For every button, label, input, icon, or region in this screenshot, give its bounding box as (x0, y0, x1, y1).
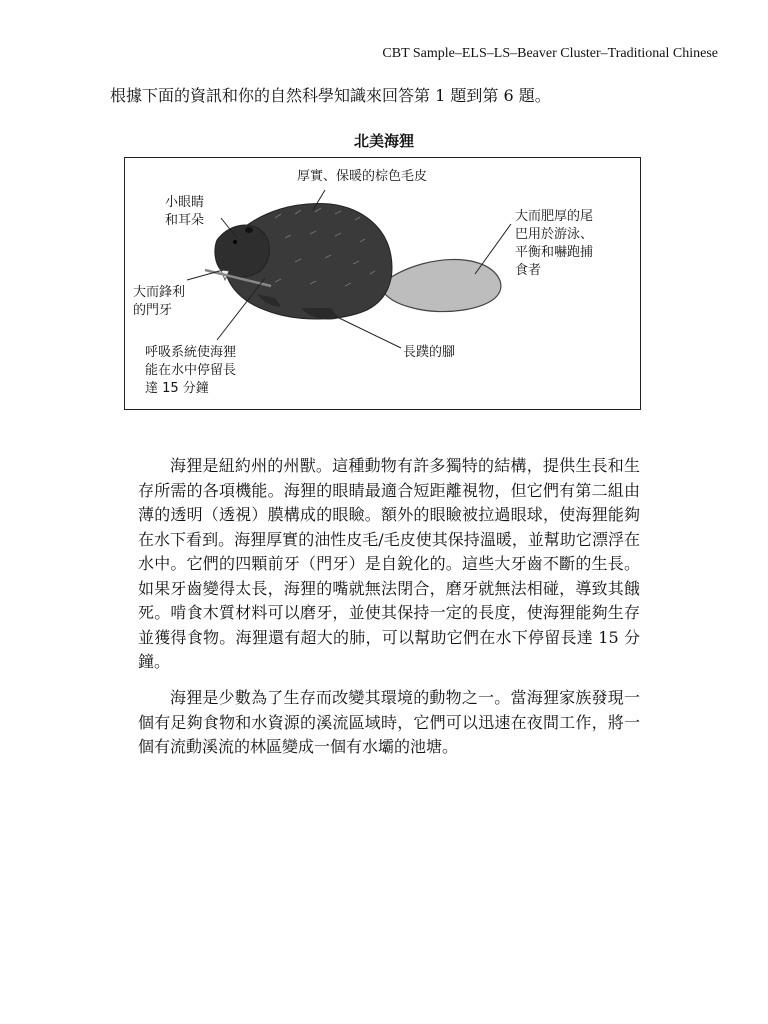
beaver-eye (233, 240, 237, 244)
label-tail: 大而肥厚的尾 巴用於游泳、 平衡和嚇跑捕 食者 (515, 209, 594, 278)
label-fur: 厚實、保暖的棕色毛皮 (297, 169, 428, 184)
label-breathing: 呼吸系統使海狸 能在水中停留長 達 15 分鐘 (145, 345, 237, 396)
paragraph-2 (138, 686, 640, 760)
label-teeth: 大而鋒利 的門牙 (133, 285, 186, 318)
label-eyes-ears: 小眼睛 和耳朵 (165, 195, 205, 228)
label-feet: 長蹼的腳 (403, 345, 456, 360)
figure-title: 北美海狸 (353, 132, 414, 150)
beaver-figure (124, 157, 641, 410)
paragraph-1 (138, 454, 640, 675)
paragraph-2-text: 海狸是少數為了生存而改變其環境的動物之一。當海狸家族發現一個有足夠食物和水資源的溪流區域時，它們可以迅速在夜間工作，將一個有流動溪流的林區變成一個有水壩的池塘。 (138, 688, 640, 756)
beaver-head (215, 225, 269, 277)
beaver-ear (245, 227, 253, 233)
beaver-tail (380, 259, 501, 311)
instruction-text: 根據下面的資訊和你的自然科學知識來回答第 1 題到第 6 題。 (110, 86, 551, 105)
page-header: CBT Sample–ELS–LS–Beaver Cluster–Traditional Chinese (382, 46, 718, 61)
paragraph-1-text: 海狸是紐約州的州獸。這種動物有許多獨特的結構，提供生長和生存所需的各項機能。海狸的眼睛最適合短距離視物，但它們有第二組由薄的透明（透視）膜構成的眼瞼。額外的眼瞼被拉過眼球，使海狸能夠在水下看到。海狸厚實的油性皮毛/毛皮使其保持溫暖，並幫助它漂浮在水中。它們的四顆前牙（門牙）是自銳化的。這些大牙齒不斷的生長。如果牙齒變得太長，海狸的嘴就無法閉合，磨牙就無法相碰，導致其餓死。啃食木質材料可以磨牙，並使其保持一定的長度，使海狸能夠生存並獲得食物。海狸還有超大的肺，可以幫助它們在水下停留長達 15 分鐘。 (138, 456, 640, 671)
